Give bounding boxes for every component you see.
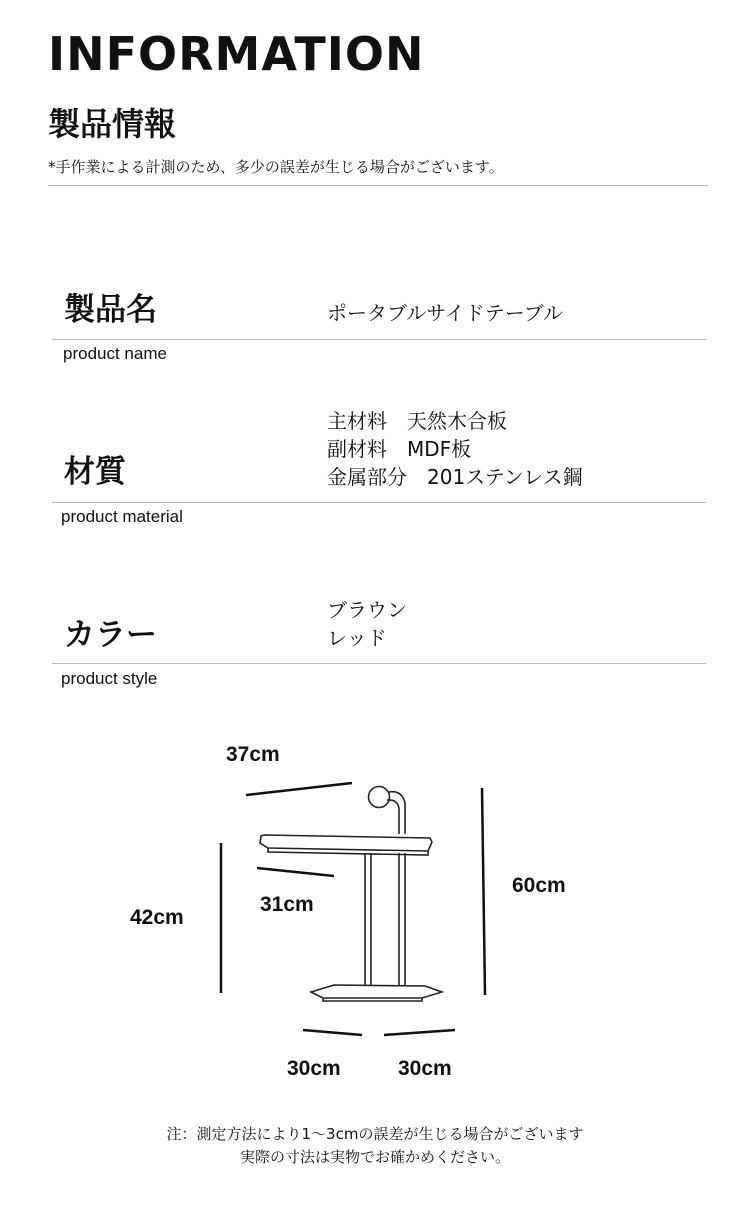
spec-label-product-name: 製品名 xyxy=(64,292,157,328)
dim-label-total-height: 60cm xyxy=(512,874,566,897)
dim-line-depth-top xyxy=(257,868,334,876)
spec-value-material-sub: 副材料 MDF板 xyxy=(327,437,472,461)
dim-line-total-height xyxy=(482,788,485,995)
dim-label-base-a: 30cm xyxy=(287,1057,341,1080)
dim-label-table-height: 42cm xyxy=(130,906,184,929)
footer-note-line-2: 実際の寸法は実物でお確かめください。 xyxy=(239,1148,510,1166)
dim-line-base-a xyxy=(303,1030,362,1035)
section-title: 製品情報 xyxy=(48,105,177,143)
dim-label-width-top: 37cm xyxy=(226,743,280,766)
dim-label-depth-top: 31cm xyxy=(260,893,314,916)
footer-note-line-1: 注：測定方法により1〜3cmの誤差が生じる場合がございます xyxy=(166,1125,584,1143)
spec-label-en-material: product material xyxy=(61,507,183,526)
spec-value-product-name: ポータブルサイドテーブル xyxy=(327,301,563,325)
dim-label-base-b: 30cm xyxy=(398,1057,452,1080)
measurement-note: *手作業による計測のため、多少の誤差が生じる場合がございます。 xyxy=(48,158,504,176)
spec-label-en-product-name: product name xyxy=(63,344,167,363)
spec-label-color: カラー xyxy=(64,617,157,653)
dim-line-width-top xyxy=(246,783,352,795)
dim-line-base-b xyxy=(384,1030,455,1035)
spec-label-en-color: product style xyxy=(61,669,158,688)
spec-value-color-red: レッド xyxy=(327,626,387,650)
spec-value-material-metal: 金属部分 201ステンレス鋼 xyxy=(327,465,583,489)
page-title: INFORMATION xyxy=(48,27,425,81)
spec-value-material-main: 主材料 天然木合板 xyxy=(327,409,507,433)
spec-label-material: 材質 xyxy=(64,454,126,490)
spec-value-color-brown: ブラウン xyxy=(327,598,407,622)
